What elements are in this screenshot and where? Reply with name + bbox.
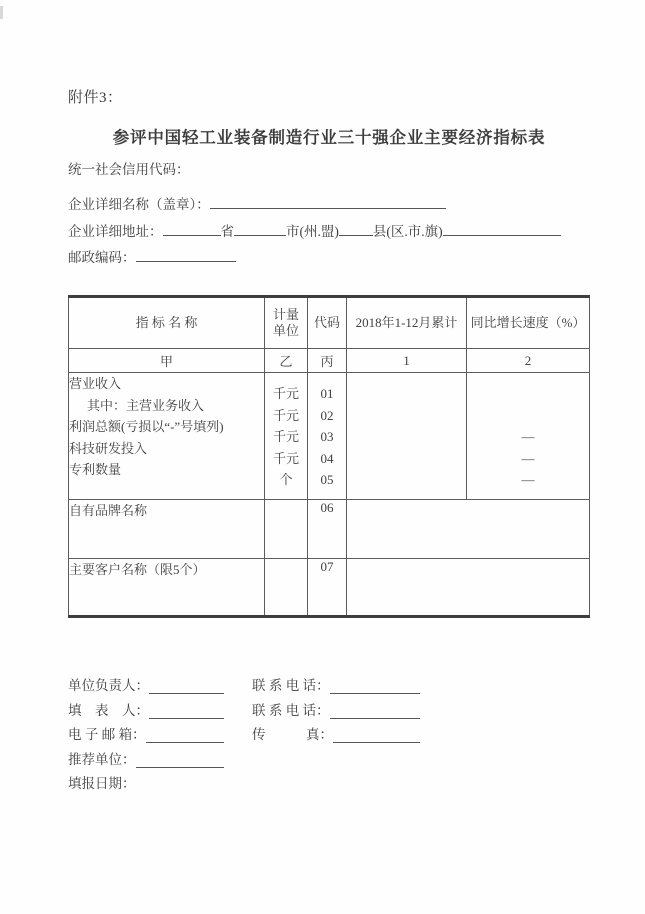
subheader-1: 1 [347, 349, 467, 373]
contact-row-5 [68, 776, 420, 792]
row-growth: — [521, 429, 535, 444]
street-blank [443, 221, 561, 236]
row-growth [467, 405, 589, 427]
row-code: 03 [320, 429, 334, 444]
contact-row-4 [68, 752, 420, 768]
fax-blank [333, 729, 420, 743]
form-filler-label: 填 表 人： [68, 702, 149, 718]
header-period: 2018年1-12月累计 [347, 297, 467, 349]
phone-label-2: 联 系 电 话： [252, 702, 330, 718]
credit-code-label: 统一社会信用代码： [68, 162, 190, 177]
customers-name-label: 主要客户名称（限5个） [69, 558, 265, 616]
credit-code-line [68, 161, 190, 178]
indicator-values-cell [347, 373, 467, 500]
row-code: 05 [320, 472, 334, 487]
brand-row [69, 499, 590, 558]
table-header-row [69, 297, 590, 349]
brand-value-cell [347, 499, 590, 558]
indicator-codes-cell [308, 373, 347, 500]
postcode-label: 邮政编码： [68, 250, 136, 265]
contact-row-2 [68, 703, 420, 719]
county-blank [339, 221, 373, 236]
postcode-blank [136, 247, 236, 262]
row-growth [467, 383, 589, 405]
subheader-yi: 乙 [265, 349, 308, 373]
row-unit: 千元 [272, 386, 299, 401]
row-unit: 千元 [272, 429, 299, 444]
page-title: 参评中国轻工业装备制造行业三十强企业主要经济指标表 [112, 128, 546, 147]
row-value [347, 405, 466, 427]
company-address-label: 企业详细地址： [68, 224, 163, 239]
customers-code: 07 [308, 558, 347, 616]
contact-row-1 [68, 678, 420, 694]
indicator-units-cell [265, 373, 308, 500]
province-blank [163, 221, 221, 236]
row-value [347, 383, 466, 405]
row-name: 专利数量 [69, 462, 122, 477]
email-label: 电 子 邮 箱： [68, 727, 146, 742]
brand-code: 06 [308, 499, 347, 558]
unit-head-label: 单位负责人： [68, 678, 149, 693]
postcode-line [68, 247, 236, 266]
company-name-blank [210, 194, 446, 209]
scan-edge-artifact [0, 6, 3, 19]
row-growth: — [521, 472, 535, 487]
indicator-growth-cell [467, 373, 590, 500]
subheader-jia: 甲 [69, 349, 265, 373]
city-blank [234, 221, 286, 236]
row-growth: — [521, 450, 535, 466]
email-blank [146, 729, 224, 743]
table-subheader-row [69, 349, 590, 373]
indicator-block-row [69, 373, 590, 500]
row-name: 营业收入 [69, 376, 122, 391]
indicator-names-cell [69, 373, 265, 500]
row-name: 科技研发投入 [69, 440, 148, 456]
row-unit: 千元 [272, 407, 299, 423]
unit-head-blank [149, 680, 224, 694]
company-name-label: 企业详细名称（盖章）： [68, 197, 210, 212]
indicator-table [68, 295, 590, 618]
header-indicator: 指 标 名 称 [69, 297, 265, 349]
row-name: 利润总额(亏损以“-”号填列) [69, 419, 224, 434]
fax-label: 传 真： [252, 727, 333, 742]
phone-blank-2 [330, 705, 420, 719]
customers-row [69, 558, 590, 616]
fill-date-label: 填报日期： [68, 776, 136, 791]
recommender-blank [136, 754, 225, 768]
recommender-label: 推荐单位： [68, 751, 136, 767]
row-unit: 个 [279, 472, 293, 487]
row-value [347, 448, 466, 470]
row-value [347, 469, 466, 491]
city-label: 市(州.盟) [286, 224, 339, 239]
province-label: 省 [220, 224, 234, 239]
header-growth: 同比增长速度（%） [467, 297, 590, 349]
brand-unit-cell [265, 499, 308, 558]
row-code: 01 [320, 386, 334, 401]
contact-form [68, 678, 420, 801]
company-address-line [68, 221, 561, 240]
header-unit-line1: 计量 [272, 307, 299, 322]
row-value [347, 426, 466, 448]
county-label: 县(区.市.旗) [372, 224, 443, 239]
phone-label-1: 联 系 电 话： [252, 678, 330, 693]
row-code: 02 [320, 407, 334, 423]
customers-unit-cell [265, 558, 308, 616]
customers-value-cell [347, 558, 590, 616]
brand-name-label: 自有品牌名称 [69, 499, 265, 558]
attachment-label: 附件3： [68, 90, 123, 106]
contact-row-3 [68, 727, 420, 743]
row-unit: 千元 [272, 450, 299, 466]
header-unit-line2: 单位 [272, 323, 299, 338]
phone-blank-1 [330, 680, 420, 694]
form-filler-blank [149, 705, 224, 719]
row-code: 04 [320, 450, 334, 466]
header-code: 代码 [308, 297, 347, 349]
subheader-bing: 丙 [308, 349, 347, 373]
row-name: 其中：主营业务收入 [87, 397, 205, 413]
subheader-2: 2 [467, 349, 590, 373]
company-name-line [68, 194, 446, 213]
header-unit [265, 297, 308, 349]
